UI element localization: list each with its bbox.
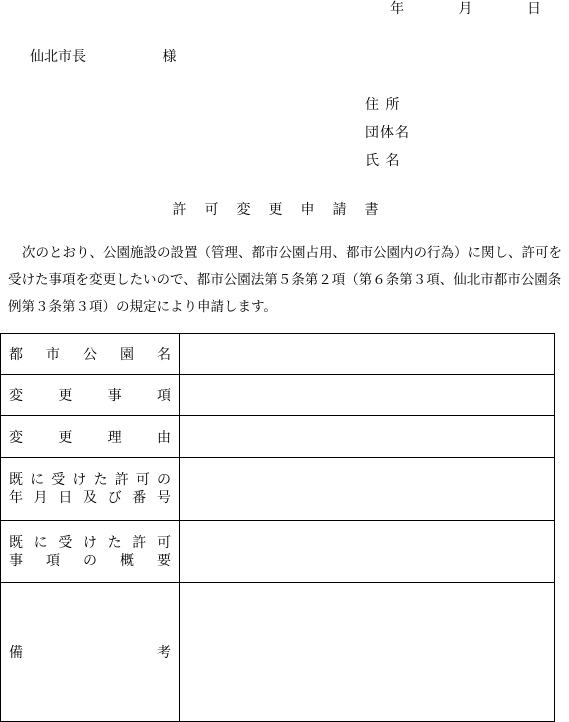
date-month: 月: [458, 1, 473, 17]
table-row: [1, 375, 555, 416]
row-label-prior-permit-date: [1, 458, 180, 521]
label-line-2: 年 月 日 及 び 番 号: [9, 490, 171, 506]
row-label-prior-permit-summary: [1, 521, 180, 583]
row-label-change-reason: [1, 416, 180, 458]
remarks-right: 考: [157, 645, 171, 661]
date-day: 日: [527, 1, 541, 17]
field-prior-permit-summary[interactable]: [180, 521, 555, 583]
application-form-table: [0, 333, 555, 722]
table-row: [1, 458, 555, 521]
table-row: [1, 416, 555, 458]
remarks-left: 備: [9, 645, 23, 661]
field-remarks[interactable]: [180, 583, 555, 722]
row-label-park-name: [1, 334, 180, 375]
applicant-address-label: 住 所: [365, 97, 401, 113]
applicant-name-label: 氏 名: [365, 153, 401, 169]
table-row: [1, 521, 555, 583]
row-label-remarks: [1, 583, 180, 722]
label-line-2: 事 項 の 概 要: [9, 552, 171, 569]
document-title: 許可変更申請書: [172, 202, 397, 218]
label-text: 都 市 公 園 名: [9, 347, 171, 363]
label-line-1: 既 に 受 け た 許 可 の: [9, 472, 171, 488]
addressee-honorific: 様: [162, 49, 177, 65]
field-park-name[interactable]: [180, 334, 555, 375]
label-text: 変 更 事 項: [9, 388, 171, 404]
table-row: [1, 583, 555, 722]
field-prior-permit-date[interactable]: [180, 458, 555, 521]
addressee-name: 仙北市長: [30, 49, 86, 65]
addressee: [30, 46, 176, 66]
date-year: 年: [390, 1, 405, 17]
field-change-reason[interactable]: [180, 416, 555, 458]
row-label-change-item: [1, 375, 180, 416]
table-row: [1, 334, 555, 375]
date-line: [376, 0, 541, 18]
applicant-organization-label: 団体名: [365, 125, 410, 141]
label-line-1: 既 に 受 け た 許 可: [9, 534, 171, 551]
remarks-label: [9, 642, 171, 662]
label-text: 変 更 理 由: [9, 429, 171, 446]
application-statement: 次のとおり、公園施設の設置（管理、都市公園占用、都市公園内の行為）に関し、許可を受けた事項を変更したいので、都市公園法第５条第２項（第６条第３項、仙北市都市公園条例第３条第３項）の規定により申請します。: [8, 245, 562, 315]
field-change-item[interactable]: [180, 375, 555, 416]
